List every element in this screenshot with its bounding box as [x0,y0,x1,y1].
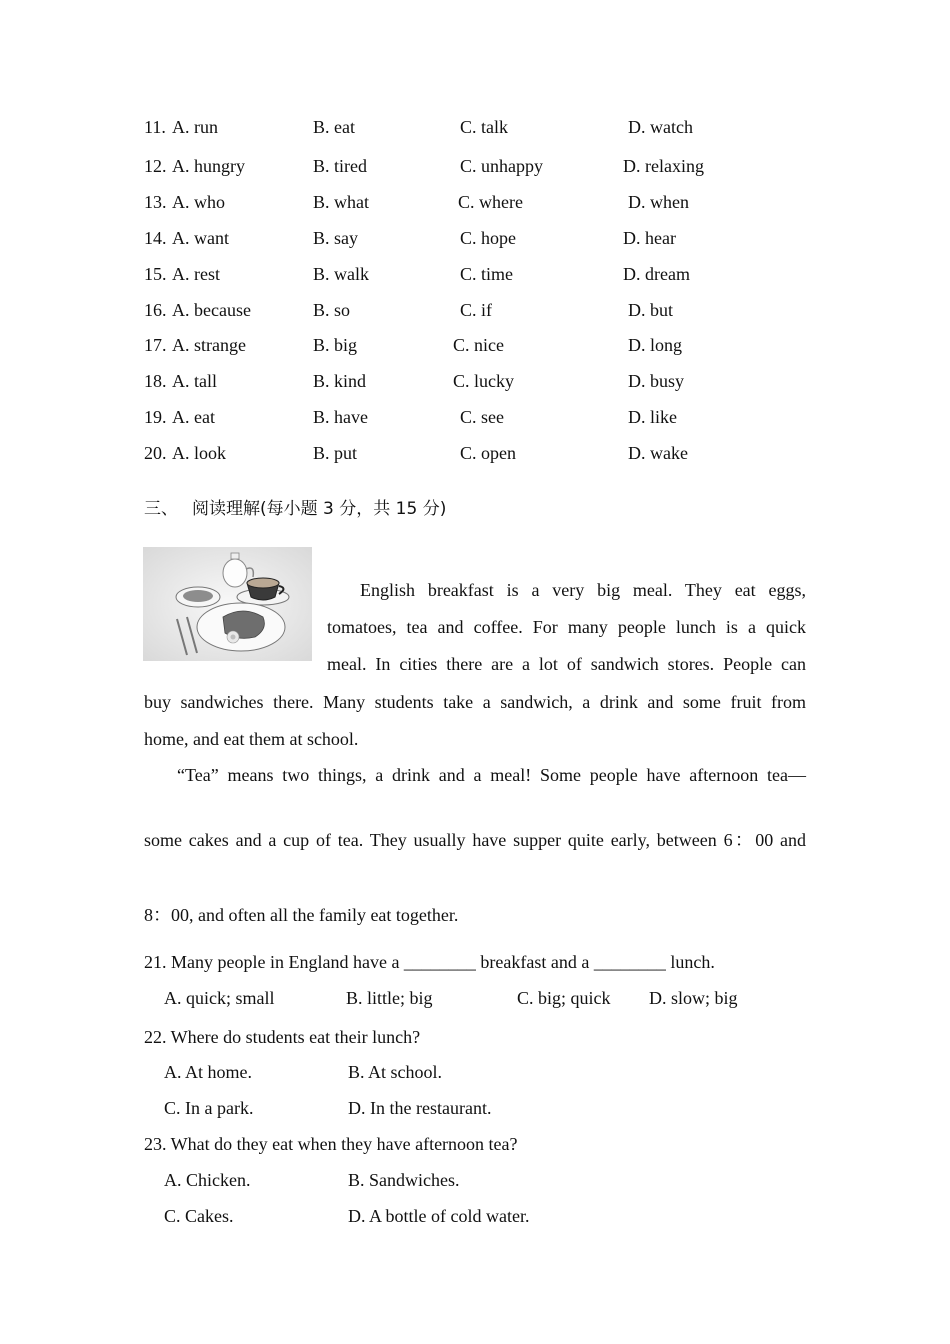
option-a: A. strange [172,335,246,355]
option-a: A. rest [172,264,220,284]
option-d: D. long [628,335,682,355]
option-a: A. look [172,443,226,463]
option-d: D. A bottle of cold water. [348,1206,530,1226]
option-b: B. big [313,335,358,355]
passage-line: buy sandwiches there. Many students take a sandwich, a drink and some fruit from [144,692,806,712]
option-c: C. open [460,443,516,463]
option-d: D. watch [628,117,693,137]
option-b: B. tired [313,156,367,176]
option-d: D. busy [628,371,685,391]
passage-line: meal. In cities there are a lot of sandwich stores. People can [327,654,806,674]
option-b: B. kind [313,371,367,391]
option-c: C. if [460,300,493,320]
option-c: C. big; quick [517,988,611,1008]
breakfast-illustration-icon [143,547,312,661]
option-b: B. so [313,300,351,320]
passage-line: English breakfast is a very big meal. They eat eggs, [360,580,806,600]
option-a: A. want [172,228,229,248]
option-a: A. quick; small [164,988,275,1008]
option-c: C. In a park. [164,1098,254,1118]
question-number: 12. [144,156,167,176]
option-c: C. see [460,407,504,427]
question-number: 18. [144,371,167,391]
option-row-13 [0,192,950,216]
breakfast-photo [143,547,312,661]
option-d: D. when [628,192,689,212]
question-number: 15. [144,264,167,284]
option-row-20 [0,443,950,467]
option-c: C. Cakes. [164,1206,234,1226]
option-b: B. eat [313,117,355,137]
option-row-17 [0,335,950,359]
question-number: 11. [144,117,166,137]
option-b: B. have [313,407,368,427]
option-d: D. but [628,300,673,320]
option-b: B. walk [313,264,369,284]
option-row-11 [0,117,950,141]
question-number: 17. [144,335,167,355]
option-row-12 [0,156,950,180]
option-b: B. put [313,443,358,463]
option-row-19 [0,407,950,431]
option-a: A. run [172,117,218,137]
option-b: B. what [313,192,369,212]
option-row-16 [0,300,950,324]
option-row-18 [0,371,950,395]
option-a: A. At home. [164,1062,252,1082]
option-row-15 [0,264,950,288]
option-d: D. like [628,407,677,427]
option-a: A. tall [172,371,217,391]
option-c: C. lucky [453,371,514,391]
option-d: D. hear [623,228,676,248]
passage-line: some cakes and a cup of tea. They usually have supper quite early, between 6：00 and [144,830,806,850]
option-a: A. hungry [172,156,245,176]
question-number: 16. [144,300,167,320]
section-title: 阅读理解(每小题 3 分，共 15 分) [192,499,447,519]
option-d: D. relaxing [623,156,704,176]
option-c: C. hope [460,228,516,248]
option-c: C. where [458,192,523,212]
question-stem: 22. Where do students eat their lunch? [144,1027,421,1047]
option-a: A. Chicken. [164,1170,251,1190]
option-b: B. say [313,228,358,248]
option-c: C. time [460,264,513,284]
option-b: B. Sandwiches. [348,1170,460,1190]
question-number: 19. [144,407,167,427]
option-c: C. talk [460,117,508,137]
passage-line: tomatoes, tea and coffee. For many people lunch is a quick [327,617,806,637]
option-c: C. unhappy [460,156,543,176]
option-b: B. little; big [346,988,433,1008]
section-index: 三、 [144,499,178,519]
option-a: A. who [172,192,225,212]
option-d: D. wake [628,443,688,463]
passage-line: 8：00, and often all the family eat together. [144,905,459,925]
option-d: D. In the restaurant. [348,1098,492,1118]
option-d: D. slow; big [649,988,738,1008]
option-d: D. dream [623,264,690,284]
passage-line: “Tea” means two things, a drink and a meal! Some people have afternoon tea— [177,765,806,785]
question-stem: 23. What do they eat when they have afternoon tea? [144,1134,518,1154]
question-stem: 21. Many people in England have a ________ breakfast and a ________ lunch. [144,952,715,972]
passage-line: home, and eat them at school. [144,729,359,749]
option-a: A. because [172,300,251,320]
option-a: A. eat [172,407,215,427]
option-c: C. nice [453,335,504,355]
option-b: B. At school. [348,1062,443,1082]
question-number: 20. [144,443,167,463]
question-number: 13. [144,192,167,212]
option-row-14 [0,228,950,252]
question-number: 14. [144,228,167,248]
